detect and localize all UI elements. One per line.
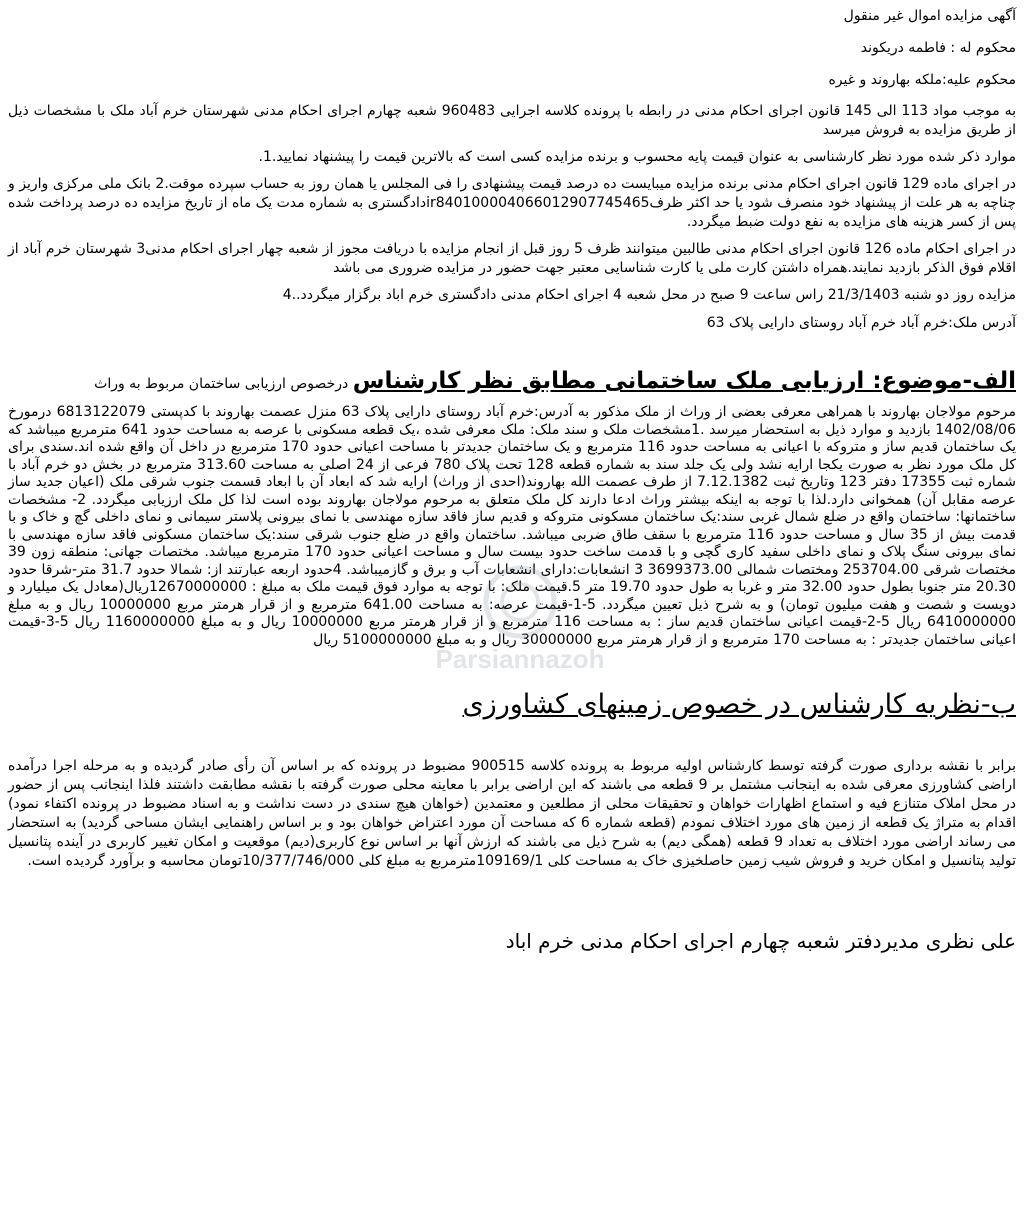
section-b-body: برابر با نقشه برداری صورت گرفته توسط کارشناس اولیه مربوط به پرونده کلاسه 900515 مضبوط در پرونده که بر اساس آن رأی صادر گردیده و به مرحله اجرا درآمده اراضی کشاورزی معرفی شده به اینجانب مشتمل بر 9 قطعه می باشند که این اراضی برابر با معاینه محلی صورت گرفته با نقشه مطابقت داشتند فلذا اینجانب پس از حضور در محل املاک متنازع فیه و استماع اظهارات خواهان و تحقیقات محلی از مطلعین و معتمدین (خواهان هیچ سندی در دست نداشت و به اسناد مضبوط در پرونده اکتفاء نمود) اقدام به متراژ یک قطعه از زمین های مورد اختلاف نمودم (قطعه شماره 6 که مساحت آن مورد اعتراض خواهان بود و بر اساس راهنمایی ایشان مساحی گردید) به استحضار می رساند اراضی مورد اختلاف به تعداد 9 قطعه (همگی دیم) به شرح ذیل می باشند که ارزش آنها بر اساس نوع کاربری(دیم) موقعیت و امکان تغییر کاربری در آینده پتانسیل تولید پتانسیل و امکان خرید و فروش شیب زمین حاصلخیزی خاک به مساحت کلی 109169/1مترمربع به مبلغ کلی 10/377/746/000تومان محاسبه و برآورد گردیده است. <box>8 758 1016 869</box>
section-a-heading <box>8 365 1016 400</box>
clause-4: مزایده روز دو شنبه 21/3/1403 راس ساعت 9 صبح در محل شعبه 4 اجرای احکام مدنی دادگستری خرم اباد برگزار میگردد..4 <box>282 287 1016 303</box>
section-a-body: مرحوم مولاجان بهاروند با همراهی معرفی بعضی از وراث از ملک مذکور به آدرس:خرم آباد روستای دارایی پلاک 63 منزل عصمت بهاروند با کدپستی 6813122079 درمورخ 1402/08/06 بازدید و موارد ذیل به استحضار میرسد .1مشخصات ملک و سند ملک: ملک معرفی شده ،یک قطعه مسکونی با عرصه به مساحت حدود 641 مترمربع میباشد که یک ساختمان قدیم ساز و متروکه با اعیانی به مساحت حدود 116 مترمربع و یک ساختمان جدیدتر با مساحت اعیانی حدود 170 مترمربع در داخل آن واقع شده اند.سندی برای کل ملک مورد نظر به صورت یکجا ارایه نشد ولی یک جلد سند به شماره قطعه 128 تحت پلاک 780 فرعی از 24 اصلی به مساحت 313.60 مترمربع در بخش دو خرم آباد با شماره ثبت 17355 دفتر 123 وتاریخ ثبت 7.12.1382 از طرف عصمت الله بهاروند(احدی از وراث) ارایه شد که ابعاد آن با ابعاد قسمت جنوب شرقی ملک (اعیان جدید ساز عرصه مقابل آن) همخوانی دارد.لذا با توجه به اینکه بیشتر وراث ادعا دارند کل ملک متعلق به مرحوم مولاجان بهاروند بوده است لذا کل ملک ارزیابی میگردد. 2- مشخصات ساختمانها: ساختمان واقع در ضلع شمال غربی سند:یک ساختمان مسکونی متروکه و قدیم ساز فاقد سازه مهندسی با نمای بیرونی پلاستر سیمانی و نمای داخلی گچ و خاک و با قدمت بیش از 35 سال و مساحت حدود 116 مترمربع با سقف طاق ضربی میباشد. ساختمان واقع در ضلع جنوب شرقی سند:یک ساختمان مسکونی فاقد سازه مهندسی با نمای بیرونی سنگ پلاک و نمای داخلی سفید کاری گچی و با قدمت ساخت حدود بیست سال و مساحت اعیانی حدود 170 مترمربع میباشد. مختصات جهانی: منطقه زون 39 مختصات شرقی 253704.00 ومختصات شمالی 3699373.00 3 انشعابات:دارای انشعابات آب و برق و گازمیباشد. 4حدود اربعه عبارتند از: شمالا حدود 31.7 متر-شرقا حدود 20.30 متر جنوبا بطول حدود 32.00 متر و غربا به طول حدود 19.70 متر 5.قیمت ملک: با توجه به موارد فوق قیمت ملک به مبلغ : 12670000000ریال(معادل یک میلیارد و دویست و شصت و هفت میلیون تومان) و به شرح ذیل تعیین میگردد. 5-1-قیمت عرصه: به مساحت 641.00 مترمربع و از قرار هرمتر مربع 10000000 ریال و به مبلغ 6410000000 ریال 5-2-قیمت اعیانی ساختمان قدیم ساز : به مساحت 116 مترمربع و از قرار هرمتر مربع 10000000 ریال و به مبلغ 1160000000 ریال 5-3-قیمت اعیانی ساختمان جدیدتر : به مساحت 170 مترمربع و از قرار هرمتر مربع 30000000 ریال و به مبلغ 5100000000 ریال <box>8 404 1017 648</box>
section-b-title: ب-نظریه کارشناس در خصوص زمینهای کشاورزی <box>462 689 1016 720</box>
clause-2: در اجرای ماده 129 قانون اجرای احکام مدنی برنده مزایده میبایست ده درصد قیمت پیشنهادی را فی المجلس یا همان روز به حساب سپرده موقت.2 بانک ملی مرکزی واریز و چناچه به هر علت از پیشنهاد خود منصرف شود یا حد اکثر ظرفir840100004066012907745465دادگستری به شماره مدت یک ماه از تاریخ مزایده ده درصد پرداخت شده پس از کسر هزینه های مزایده به نفع دولت ضبط میگردد. <box>8 176 1017 230</box>
creditor-line: محکوم له : فاطمه دریکوند <box>860 40 1016 56</box>
clause-1: موارد ذکر شده مورد نظر کارشناسی به عنوان قیمت پایه محسوب و برنده مزایده کسی است که بالاترین قیمت را پیشنهاد نمایید.1. <box>258 149 1016 165</box>
property-address: آدرس ملک:خرم آباد خرم آباد روستای دارایی پلاک 63 <box>706 315 1016 331</box>
signature-line: علی نظری مدیردفتر شعبه چهارم اجرای احکام مدنی خرم اباد <box>505 929 1016 953</box>
notice-title: آگهی مزایده اموال غیر منقول <box>843 8 1016 24</box>
clause-3: در اجرای احکام ماده 126 قانون اجرای احکام مدنی طالبین میتوانند ظرف 5 روز قبل از انجام مزایده با دریافت مجوز از شعبه چهار اجرای احکام مدنی3 شهرستان خرم آباد از اقلام فوق الذکر بازدید نمایند.همراه داشتن کارت ملی یا کارت شناسایی معتبر جهت حضور در مزایده ضروری می باشد <box>8 241 1016 276</box>
watermark-text: Parsiannazoh <box>435 644 605 674</box>
section-a-title-tail: درخصوص ارزیابی ساختمان مربوط به وراث <box>94 376 353 392</box>
debtor-line: محکوم علیه:ملکه بهاروند و غیره <box>828 72 1016 88</box>
intro-paragraph: به موجب مواد 113 الی 145 قانون اجرای احکام مدنی در رابطه با پرونده کلاسه اجرایی 960483 شعبه چهارم اجرای احکام مدنی شهرستان خرم آباد ملک با مشخصات ذیل از طریق مزایده به فروش میرسد <box>8 103 1016 138</box>
section-a-title: الف-موضوع: ارزیابی ملک ساختمانی مطابق نظر کارشناس <box>352 368 1016 394</box>
